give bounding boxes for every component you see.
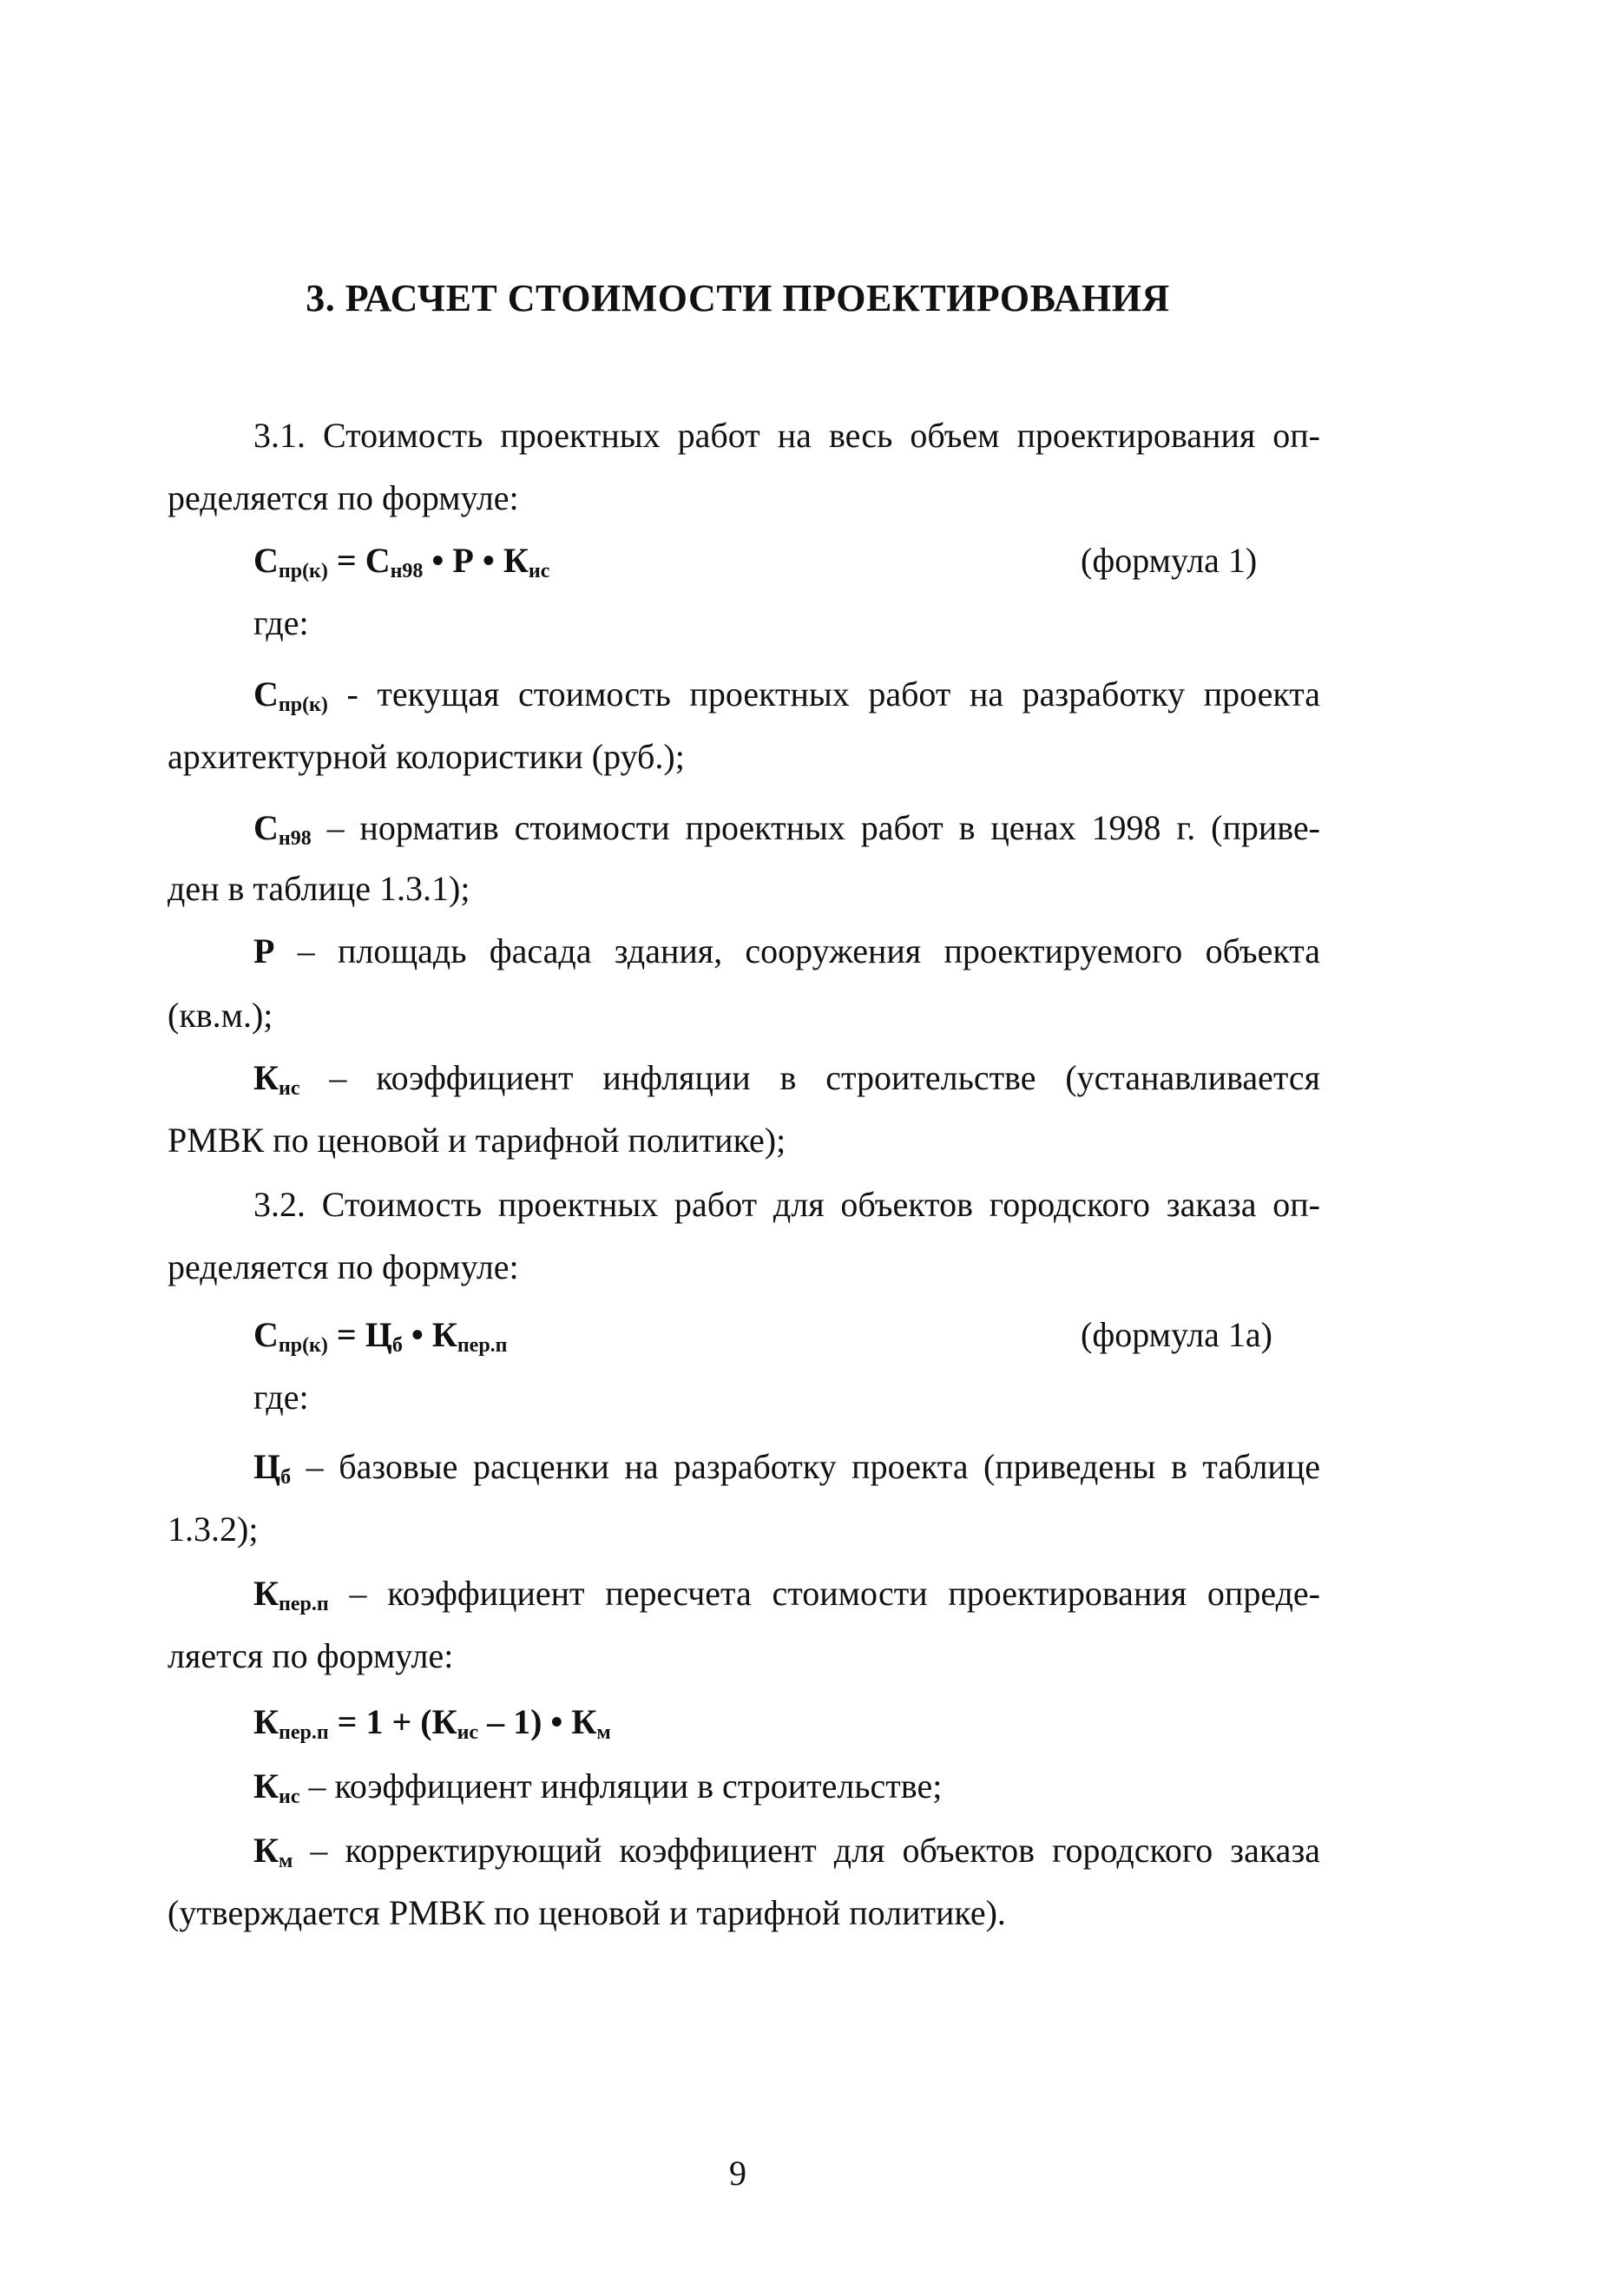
formula-subscript: ис — [528, 560, 550, 582]
definition-text: – базовые расценки на разработку проекта (приведены в таблице — [291, 1447, 1320, 1486]
formula-1a-label: (формула 1а) — [1081, 1315, 1272, 1354]
formula-symbol: С — [253, 1315, 279, 1354]
definition-k-is-line-2: РМВК по ценовой и тарифной политике); — [168, 1121, 786, 1160]
formula-symbol: Ц — [365, 1315, 392, 1354]
formula-1a — [253, 1314, 508, 1356]
definition-k-per-line-2: ляется по формуле: — [168, 1636, 454, 1675]
paragraph-3-2-line-2: ределяется по формуле: — [168, 1247, 519, 1286]
definition-text: – коэффициент пересчета стоимости проектирования опреде- — [328, 1574, 1320, 1613]
formula-operator: • — [402, 1315, 432, 1354]
definition-text: – коэффициент инфляции в строительстве (устанавливается — [299, 1058, 1320, 1097]
definition-ts-b-line-2: 1.3.2); — [168, 1510, 259, 1549]
definition-subscript: ис — [279, 1786, 300, 1808]
formula-symbol: С — [365, 541, 391, 580]
section-heading: 3. РАСЧЕТ СТОИМОСТИ ПРОЕКТИРОВАНИЯ — [306, 277, 1170, 319]
definition-k-per-line-1 — [253, 1573, 1320, 1615]
formula-subscript: ис — [457, 1721, 479, 1744]
formula-k-per — [253, 1701, 611, 1743]
paragraph-3-2-line-1: 3.2. Стоимость проектных работ для объектов городского заказа оп- — [253, 1185, 1320, 1224]
definition-symbol: К — [253, 1831, 279, 1870]
definition-symbol: К — [253, 1766, 279, 1806]
formula-operator: = — [327, 541, 365, 580]
definition-symbol: С — [253, 808, 279, 847]
definition-subscript: м — [279, 1850, 293, 1872]
definition-c-pr-line-1 — [253, 674, 1320, 715]
definition-subscript: ис — [279, 1077, 300, 1100]
definition-subscript: б — [280, 1466, 292, 1489]
formula-symbol: К — [253, 1702, 279, 1741]
definition-symbol: К — [253, 1574, 279, 1613]
definition-subscript: пер.п — [279, 1593, 329, 1615]
formula-symbol: К — [503, 541, 529, 580]
formula-subscript: н98 — [390, 560, 424, 582]
definition-text: - текущая стоимость проектных работ на разработку проекта — [327, 674, 1320, 714]
formula-subscript: пер.п — [279, 1721, 329, 1744]
definition-c-n98-line-1 — [253, 807, 1320, 849]
definition-subscript: пр(к) — [278, 694, 328, 716]
definition-k-m-line-2: (утверждается РМВК по ценовой и тарифной политике). — [168, 1893, 1006, 1932]
definition-text: – норматив стоимости проектных работ в ценах 1998 г. (приве- — [311, 808, 1320, 847]
definition-k-is-2 — [253, 1766, 942, 1807]
formula-operator: – 1) • — [478, 1702, 572, 1741]
definition-k-is-line-1 — [253, 1057, 1320, 1099]
formula-subscript: м — [596, 1721, 611, 1744]
definition-c-pr-line-2: архитектурной колористики (руб.); — [168, 737, 685, 776]
definition-symbol: К — [253, 1058, 279, 1097]
formula-operator: = 1 + ( — [328, 1702, 432, 1741]
formula-subscript: б — [391, 1334, 403, 1357]
definition-k-m-line-1 — [253, 1830, 1320, 1871]
definition-text: – корректирующий коэффициент для объектов городского заказа — [293, 1831, 1320, 1870]
formula-symbol: К — [431, 1702, 457, 1741]
definition-text: – площадь фасада здания, сооружения проектируемого объекта — [274, 931, 1320, 970]
definition-symbol: Ц — [253, 1447, 281, 1486]
formula-subscript: пр(к) — [278, 1334, 328, 1357]
definition-c-n98-line-2: ден в таблице 1.3.1); — [168, 869, 470, 908]
formula-1-label: (формула 1) — [1081, 541, 1258, 580]
formula-subscript: пер.п — [457, 1334, 508, 1357]
formula-operator: = — [327, 1315, 365, 1354]
definition-text: – коэффициент инфляции в строительстве; — [299, 1766, 943, 1806]
where-label-2: где: — [253, 1378, 309, 1417]
definition-subscript: н98 — [278, 827, 312, 850]
formula-symbol: К — [431, 1315, 457, 1354]
paragraph-3-1-line-1: 3.1. Стоимость проектных работ на весь объем проектирования оп- — [253, 416, 1320, 455]
paragraph-3-1-line-2: ределяется по формуле: — [168, 478, 519, 517]
definition-symbol: С — [253, 674, 279, 714]
page-number: 9 — [729, 2154, 746, 2193]
definition-p-line-2: (кв.м.); — [168, 996, 273, 1035]
definition-p-line-1 — [253, 931, 1320, 972]
formula-subscript: пр(к) — [278, 560, 328, 582]
where-label-1: где: — [253, 603, 309, 642]
formula-symbol: С — [253, 541, 279, 580]
formula-1 — [253, 540, 549, 582]
definition-symbol: Р — [253, 931, 275, 970]
formula-operator: • Р • — [423, 541, 503, 580]
formula-symbol: К — [571, 1702, 597, 1741]
definition-ts-b-line-1 — [253, 1446, 1320, 1488]
